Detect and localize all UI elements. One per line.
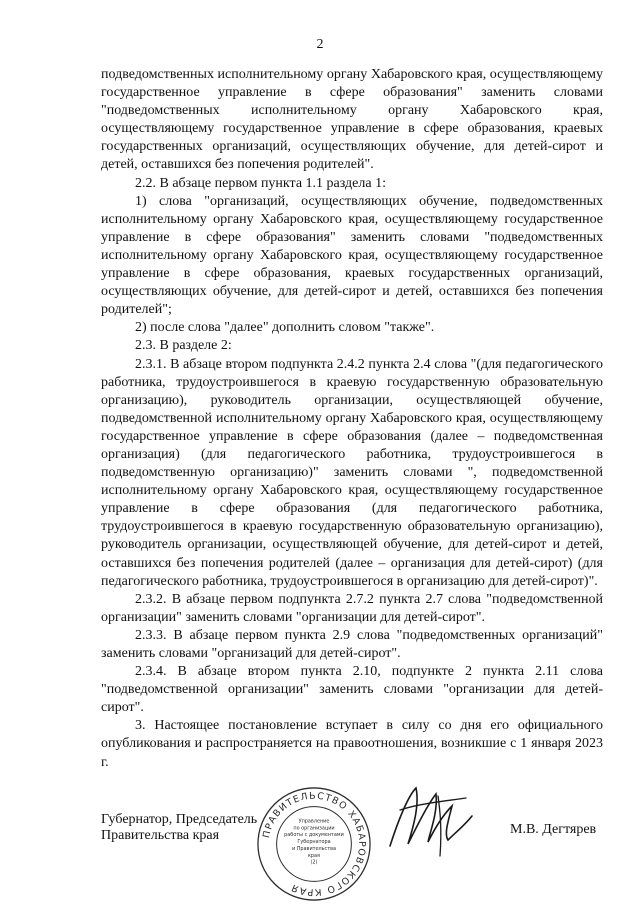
paragraph: 2.3. В разделе 2: — [135, 338, 232, 354]
document-body — [101, 66, 603, 772]
paragraph: 2.3.1. В абзаце втором подпункта 2.4.2 пункта 2.4 слова "(для педагогического работника, трудоустроившегося в краевую государственную образовательную организацию), руководитель организации, осуществляющей обучение, подведомственной исполнительному органу Хабаровского края, осуществляющему государственное управление в сфере образования (далее – подведомственная организация) (для педагогического работника, трудоустроившегося в подведомственную организацию)" заменить словами ", подведомственной исполнительному органу Хабаровского края, осуществляющему государственное управление в сфере образования (для педагогического работника, трудоустроившегося в краевую государственную образовательную организацию), руководитель организации, осуществляющей обучение, для детей-сирот и детей, оставшихся без попечения родителей (далее – организация для детей-сирот) (для педагогического работника, трудоустроившегося в организацию для детей-сирот)". — [101, 356, 603, 589]
svg-text:ПРАВИТЕЛЬСТВО ХАБАРОВСКОГО КРА: ПРАВИТЕЛЬСТВО ХАБАРОВСКОГО КРАЯ — [261, 790, 368, 898]
signatory-position-line: Губернатор, Председатель — [101, 812, 258, 827]
official-seal — [255, 785, 373, 903]
page-number: 2 — [316, 37, 324, 52]
handwritten-signature — [378, 776, 478, 866]
svg-text:Губернатора: Губернатора — [297, 839, 331, 846]
svg-text:(2): (2) — [310, 859, 318, 866]
paragraph: 2.3.2. В абзаце первом подпункта 2.7.2 пункта 2.7 слова "подведомственной организации" заменить словами "организации для детей-сирот". — [101, 591, 603, 625]
svg-text:края: края — [307, 852, 321, 859]
svg-text:и Правительства: и Правительства — [292, 845, 336, 852]
paragraph: 2.2. В абзаце первом пункта 1.1 раздела 1: — [135, 175, 386, 191]
svg-text:Управление: Управление — [298, 818, 330, 825]
paragraph: 3. Настоящее постановление вступает в силу со дня его официального опубликования и распространяется на правоотношения, возникшие с 1 января 2023 г. — [101, 718, 603, 770]
paragraph: 2) после слова "далее" дополнить словом "также". — [135, 320, 435, 336]
paragraph: 2.3.4. В абзаце втором пункта 2.10, подпункте 2 пункта 2.11 слова "подведомственной организации" заменить словами "организации для детей-сирот". — [101, 664, 603, 716]
signatory-name: М.В. Дегтярев — [510, 822, 597, 837]
paragraph: подведомственных исполнительному органу Хабаровского края, осуществляющему государственное управление в сфере образования" заменить словами "подведомственных исполнительному органу Хабаровского края, осуществляющему государственное управление в сфере образования, краевых государственных организаций, осуществляющих обучение, для детей-сирот и детей, оставшихся без попечения родителей". — [101, 67, 603, 173]
svg-text:работы с документами: работы с документами — [284, 832, 344, 839]
paragraph: 2.3.3. В абзаце первом пункта 2.9 слова "подведомственных организаций" заменить словами "организаций для детей-сирот". — [101, 627, 603, 661]
signatory-position-line: Правительства края — [101, 828, 220, 843]
signatory-position — [101, 812, 257, 844]
paragraph: 1) слова "организаций, осуществляющих обучение, подведомственных исполнительному органу Хабаровского края, осуществляющему государственное управление в сфере образования" заменить словами "подведомственных исполнительному органу Хабаровского края, осуществляющему государственное управление в сфере образования, краевых государственных организаций, осуществляющих обучение, для детей-сирот и детей, оставшихся без попечения родителей"; — [101, 193, 603, 318]
svg-text:по организации: по организации — [293, 825, 335, 832]
